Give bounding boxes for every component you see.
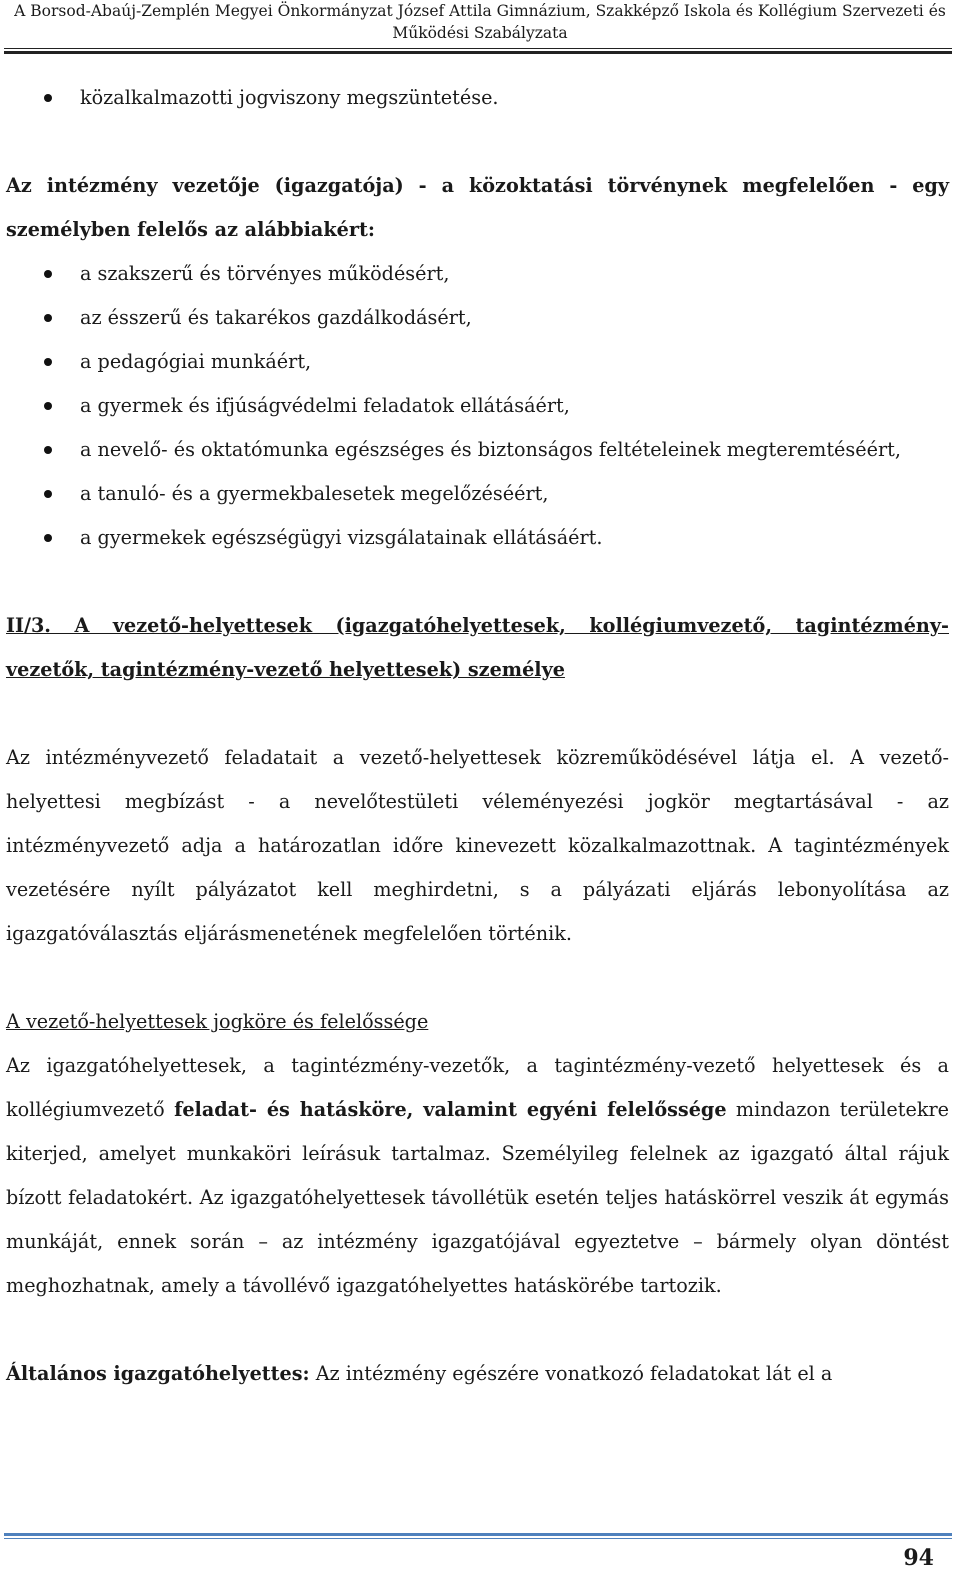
document-header xyxy=(0,0,960,44)
header-rule-thick xyxy=(4,51,952,54)
responsibility-heading: Az intézmény vezetője (igazgatója) - a közoktatási törvénynek megfelelően - egy személyben felelős az alábbiakért: xyxy=(6,174,949,241)
bullet-icon xyxy=(44,358,52,366)
general-deputy-text: Az intézmény egészére vonatkozó feladatokat lát el a xyxy=(309,1362,833,1385)
section-paragraph: Az intézményvezető feladatait a vezető-helyettesek közreműködésével látja el. A vezető-helyettesi megbízást - a nevelőtestületi véleményezési jogkör megtartásával - az intézményvezető adja a határozatlan időre kinevezett közalkalmazottnak. A tagintézmények vezetésére nyílt pályázatot kell meghirdetni, s a pályázati eljárás lebonyolítása az igazgatóválasztás eljárásmenetének megfelelően történik. xyxy=(6,746,949,945)
list-item-text: a pedagógiai munkáért, xyxy=(80,350,312,373)
list-item xyxy=(6,428,949,472)
intro-bullet-list xyxy=(6,76,949,120)
subsection-text-start: Az igazgatóhelyettesek, a tagintézmény-vezetők, a tagintézmény-vezető helyettesek és a kollégiumvezető xyxy=(6,1054,949,1121)
bullet-icon xyxy=(44,402,52,410)
page-number: 94 xyxy=(903,1545,934,1571)
subsection-paragraph xyxy=(6,1044,949,1308)
footer-rule-thick xyxy=(4,1538,952,1539)
list-item-text: a gyermek és ifjúságvédelmi feladatok ellátásáért, xyxy=(80,394,570,417)
list-item xyxy=(6,516,949,560)
bullet-icon xyxy=(44,270,52,278)
list-item xyxy=(6,252,949,296)
list-item xyxy=(6,340,949,384)
bullet-icon xyxy=(44,534,52,542)
general-deputy-label: Általános igazgatóhelyettes: xyxy=(6,1362,310,1385)
subsection-text-end: mindazon területekre kiterjed, amelyet munkaköri leírásuk tartalmaz. Személyileg felelnek az igazgató által rájuk bízott feladatokért. Az igazgatóhelyettesek távollétük esetén teljes hatáskörrel veszik át egymás munkáját, ennek során – az intézmény igazgatójával egyeztetve – bármely olyan döntést meghozhatnak, amely a távollévő igazgatóhelyettes hatáskörébe tartozik. xyxy=(6,1098,949,1297)
general-deputy-paragraph xyxy=(6,1352,949,1396)
list-item xyxy=(6,472,949,516)
list-item-text: a nevelő- és oktatómunka egészséges és biztonságos feltételeinek megteremtéséért, xyxy=(80,438,901,461)
header-rule-thin xyxy=(4,48,952,49)
bullet-icon xyxy=(44,314,52,322)
bullet-icon xyxy=(44,490,52,498)
responsibility-list xyxy=(6,252,949,560)
header-line-2: Működési Szabályzata xyxy=(392,24,568,42)
list-item-text: a tanuló- és a gyermekbalesetek megelőzéséért, xyxy=(80,482,549,505)
list-item xyxy=(6,384,949,428)
list-item-text: a gyermekek egészségügyi vizsgálatainak ellátásáért. xyxy=(80,526,603,549)
list-item-text: a szakszerű és törvényes működésért, xyxy=(80,262,450,285)
bullet-icon xyxy=(44,94,52,102)
list-item xyxy=(6,76,949,120)
bullet-icon xyxy=(44,446,52,454)
list-item-text: az ésszerű és takarékos gazdálkodásért, xyxy=(80,306,472,329)
header-line-1: A Borsod-Abaúj-Zemplén Megyei Önkormányzat József Attila Gimnázium, Szakképző Iskola és Kollégium Szervezeti és xyxy=(14,2,946,20)
document-body xyxy=(6,76,949,1396)
footer-rule-thin xyxy=(4,1533,952,1536)
subsection-text-bold: feladat- és hatásköre, valamint egyéni felelőssége xyxy=(174,1098,727,1121)
subsection-title: A vezető-helyettesek jogköre és felelőssége xyxy=(6,1010,429,1033)
list-item xyxy=(6,296,949,340)
section-title: II/3. A vezető-helyettesek (igazgatóhelyettesek, kollégiumvezető, tagintézmény-vezetők, tagintézmény-vezető helyettesek) személye xyxy=(6,614,949,681)
list-item-text: közalkalmazotti jogviszony megszüntetése. xyxy=(80,86,499,109)
